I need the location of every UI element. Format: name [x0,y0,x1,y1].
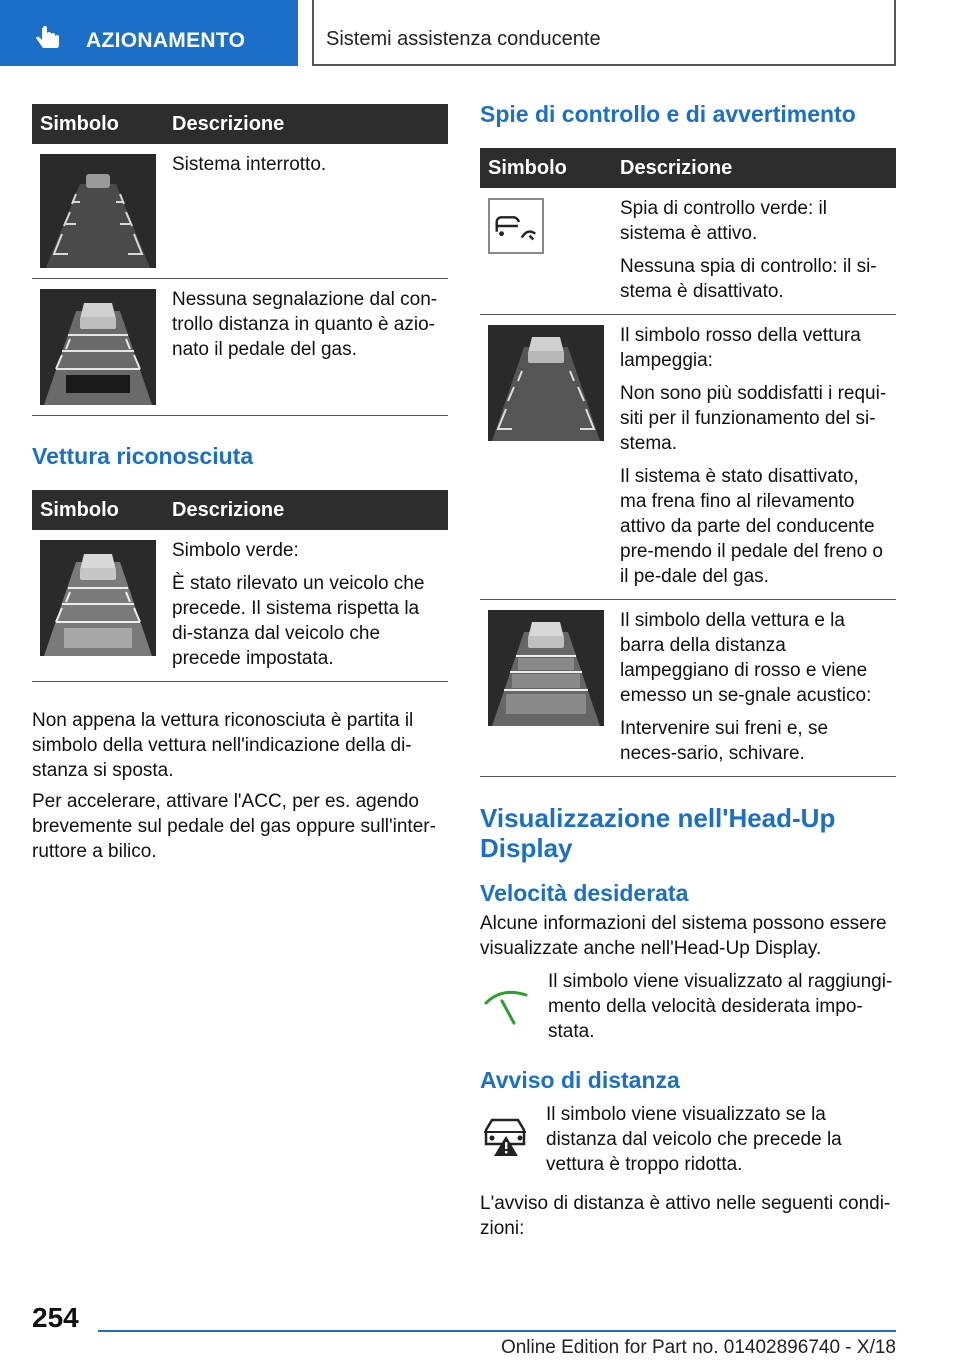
right-column [480,100,896,1241]
row-description: Nessuna spia di controllo: il si-stema è disattivato. [620,256,877,302]
subsection-title-desired-speed: Velocità desiderata [480,880,689,906]
row-description: Il simbolo rosso della vettura lampeggia: [620,325,861,371]
row-description: Sistema interrotto. [172,154,327,175]
paragraph: Non appena la vettura riconosciuta è partita il simbolo della vettura nell'indicazione della di-stanza si sposta. [32,710,414,781]
table-header-symbol: Simbolo [32,490,164,530]
table-header-symbol: Simbolo [32,104,164,144]
speed-reached-icon [482,977,534,1029]
row-description: Simbolo verde: [172,540,299,561]
paragraph: Per accelerare, attivare l'ACC, per es. agendo brevemente sul pedale del gas oppure sull'inter-ruttore a bilico. [32,791,436,862]
speed-icon-description: Il simbolo viene visualizzato al raggiungi-mento della velocità desiderata impo-stata. [548,971,893,1042]
paragraph: L'avviso di distanza è attivo nelle seguenti condi-zioni: [480,1193,891,1239]
page-number: 254 [32,1302,79,1333]
row-description: Intervenire sui freni e, se neces-sario, schivare. [620,718,829,764]
row-description: Il simbolo della vettura e la barra della distanza lampeggiano di rosso e viene emesso un se-gnale acustico: [620,610,872,706]
table-row [480,600,896,777]
lane-display-icon [488,325,604,441]
table-header-description: Descrizione [164,490,448,530]
acc-control-icon [488,198,544,254]
symbol-table-vehicle-detected [32,490,448,682]
symbol-table-warning-lights [480,148,896,777]
distance-warning-icon [480,1108,532,1160]
section-title-vehicle-detected: Vettura riconosciuta [32,443,254,469]
distance-icon-description: Il simbolo viene visualizzato se la distanza dal veicolo che precede la vettura è troppo ridotta. [546,1104,842,1175]
table-row [32,279,448,416]
table-row [32,530,448,682]
row-description: Spia di controllo verde: il sistema è attivo. [620,198,827,244]
table-row [480,315,896,600]
table-header-description: Descrizione [164,104,448,144]
row-description: Il sistema è stato disattivato, ma frena fino al rilevamento attivo da parte del conducente pre-mendo il pedale del freno o il pe-dale del gas. [620,466,884,587]
chapter-tab[interactable] [0,0,298,66]
table-header-description: Descrizione [612,148,896,188]
lane-display-icon [40,289,156,405]
row-description: È stato rilevato un veicolo che precede. Il sistema rispetta la di-stanza dal veicolo che precede impostata. [172,573,425,669]
chapter-label: AZIONAMENTO [86,29,246,52]
page-header [0,0,960,66]
section-tab[interactable] [312,0,896,66]
lane-display-icon [40,540,156,656]
row-description: Non sono più soddisfatti i requi-siti per il funzionamento del si-stema. [620,383,887,454]
section-title-warning-lights: Spie di controllo e di avvertimento [480,101,856,127]
left-column [32,104,448,864]
edition-text: Online Edition for Part no. 01402896740 - X/18 [500,1337,896,1358]
speed-icon-row [480,969,896,1044]
table-row [480,188,896,315]
lane-display-icon [488,610,604,726]
row-description: Nessuna segnalazione dal con-trollo distanza in quanto è azio-nato il pedale del gas. [172,289,438,360]
paragraph: Alcune informazioni del sistema possono essere visualizzate anche nell'Head-Up Display. [480,913,887,959]
table-header-symbol: Simbolo [480,148,612,188]
section-title-hud: Visualizzazione nell'Head-Up Display [480,803,836,863]
lane-display-icon [40,154,156,268]
symbol-table-interrupted [32,104,448,416]
distance-icon-row [480,1102,896,1177]
footer-divider [98,1330,896,1332]
subsection-title-distance-warning: Avviso di distanza [480,1067,680,1093]
table-row [32,144,448,279]
hand-pointer-icon [34,26,64,52]
section-label: Sistemi assistenza conducente [326,28,601,50]
